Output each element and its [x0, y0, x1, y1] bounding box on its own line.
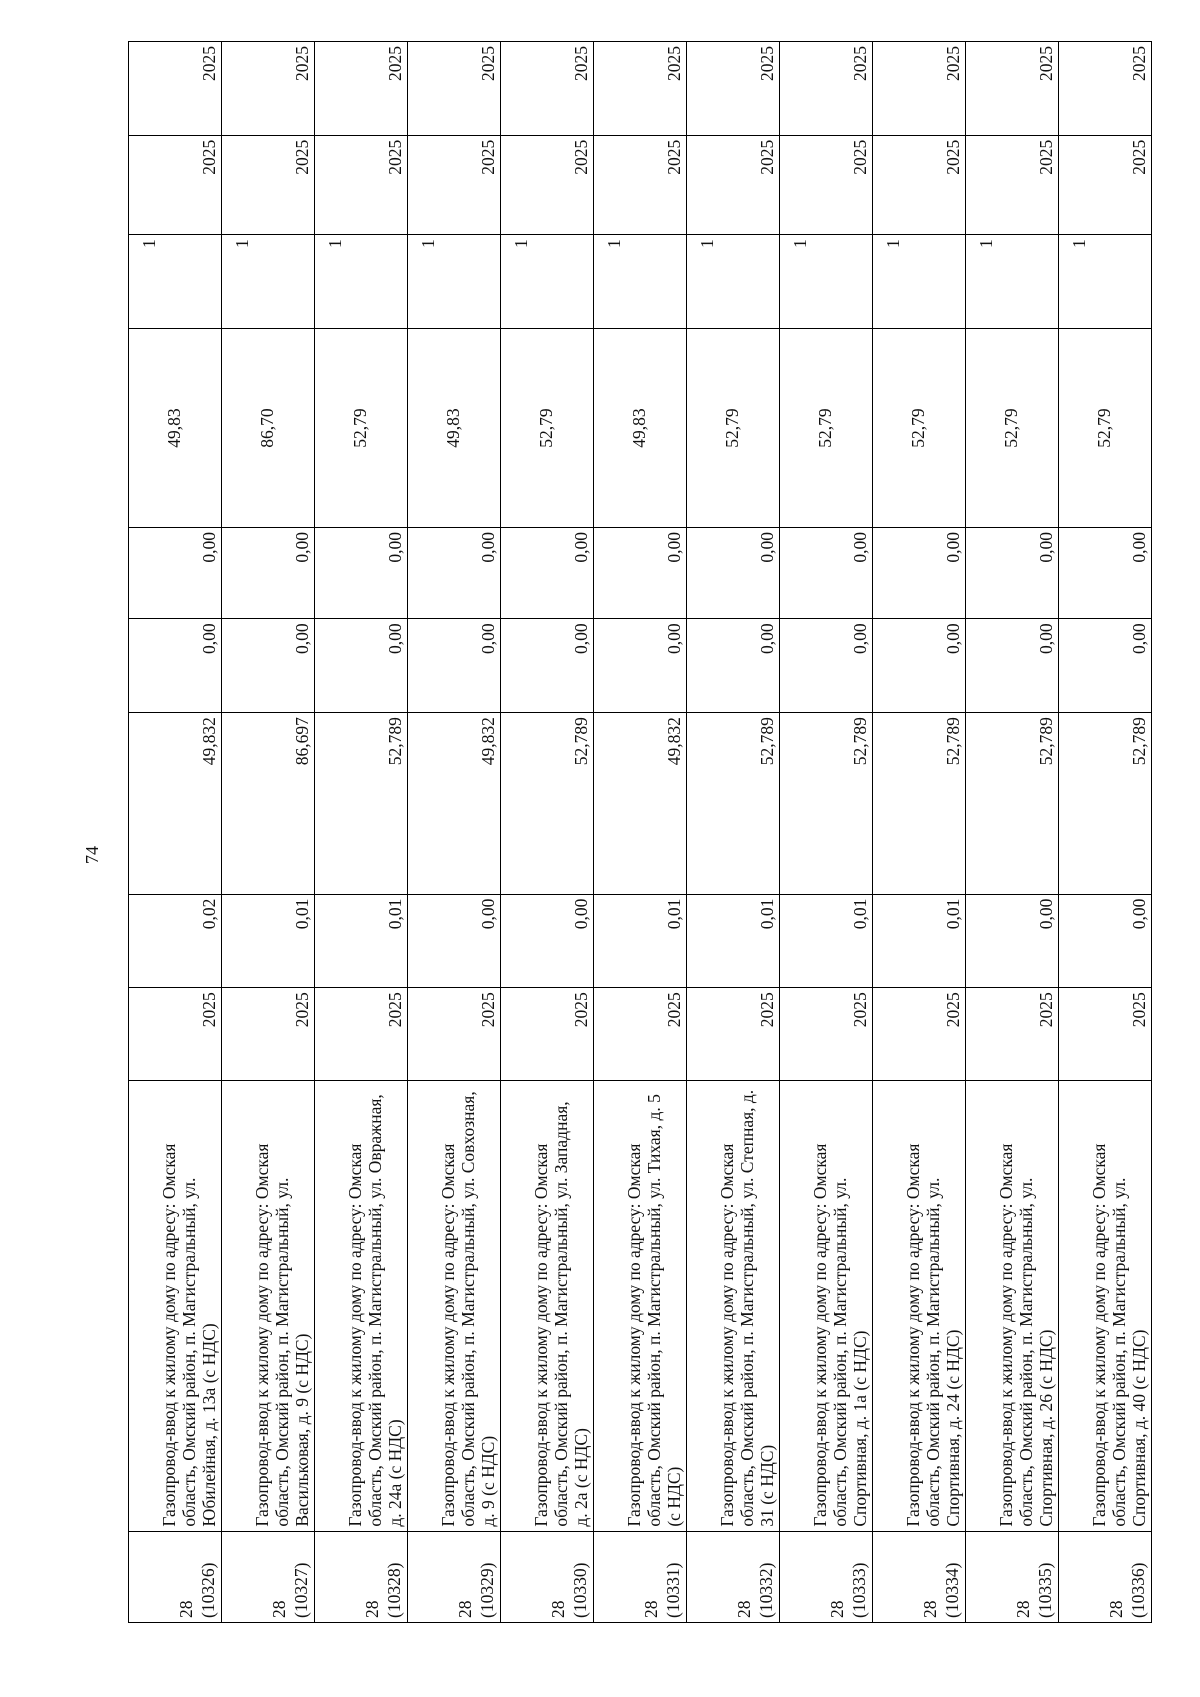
description-cell: Газопровод-ввод к жилому дому по адресу: Омская область, Омский район, п. Магистральный, ул. Совхозная, д. 9 (с НДС): [408, 1080, 501, 1531]
description-cell: Газопровод-ввод к жилому дому по адресу: Омская область, Омский район, п. Магистральный, ул. Спортивная, д. 1а (с НДС): [780, 1080, 873, 1531]
end-year-cell: 2025: [966, 42, 1059, 136]
row-index-number: 28: [455, 1600, 475, 1618]
value-cell-3: 0,00: [873, 619, 966, 713]
value-cell-1: 0,00: [966, 894, 1059, 988]
table-row: [1059, 42, 1152, 1623]
value-cell-3: 0,00: [408, 619, 501, 713]
row-index-number: 28: [734, 1600, 754, 1618]
year-cell: 2025: [408, 988, 501, 1081]
value-cell-1: 0,01: [687, 894, 780, 988]
start-year-cell: 2025: [222, 135, 315, 235]
table-row: [594, 42, 687, 1623]
value-cell-5: 52,79: [687, 328, 780, 527]
value-cell-4: 0,00: [222, 528, 315, 619]
start-year-cell: 2025: [780, 135, 873, 235]
count-cell: 1: [222, 235, 315, 329]
value-cell-2: 86,697: [222, 713, 315, 895]
row-index-number: 28: [269, 1600, 289, 1618]
count-cell: 1: [780, 235, 873, 329]
value-cell-1: 0,00: [501, 894, 594, 988]
row-index-cell: [687, 1531, 780, 1622]
table-row: [966, 42, 1059, 1623]
count-cell: 1: [873, 235, 966, 329]
value-cell-1: 0,01: [873, 894, 966, 988]
table-row: [873, 42, 966, 1623]
row-index-cell: [501, 1531, 594, 1622]
count-cell: 1: [315, 235, 408, 329]
row-index-code: (10336): [1128, 1562, 1148, 1618]
value-cell-1: 0,01: [780, 894, 873, 988]
value-cell-4: 0,00: [966, 528, 1059, 619]
row-index-code: (10328): [384, 1562, 404, 1618]
end-year-cell: 2025: [129, 42, 222, 136]
table-row: [222, 42, 315, 1623]
value-cell-3: 0,00: [594, 619, 687, 713]
value-cell-2: 52,789: [687, 713, 780, 895]
value-cell-3: 0,00: [687, 619, 780, 713]
page-number: 74: [82, 846, 102, 864]
start-year-cell: 2025: [315, 135, 408, 235]
year-cell: 2025: [1059, 988, 1152, 1081]
row-index-number: 28: [641, 1600, 661, 1618]
row-index-number: 28: [176, 1600, 196, 1618]
row-index-code: (10332): [756, 1562, 776, 1618]
value-cell-4: 0,00: [1059, 528, 1152, 619]
year-cell: 2025: [687, 988, 780, 1081]
start-year-cell: 2025: [1059, 135, 1152, 235]
count-cell: 1: [129, 235, 222, 329]
value-cell-2: 52,789: [966, 713, 1059, 895]
row-index-cell: [1059, 1531, 1152, 1622]
row-index-cell: [408, 1531, 501, 1622]
row-index-cell: [129, 1531, 222, 1622]
value-cell-5: 52,79: [1059, 328, 1152, 527]
value-cell-3: 0,00: [129, 619, 222, 713]
value-cell-5: 49,83: [594, 328, 687, 527]
end-year-cell: 2025: [780, 42, 873, 136]
row-index-code: (10326): [198, 1562, 218, 1618]
year-cell: 2025: [780, 988, 873, 1081]
row-index-number: 28: [920, 1600, 940, 1618]
value-cell-4: 0,00: [501, 528, 594, 619]
row-index-code: (10331): [663, 1562, 683, 1618]
start-year-cell: 2025: [129, 135, 222, 235]
value-cell-4: 0,00: [315, 528, 408, 619]
year-cell: 2025: [501, 988, 594, 1081]
end-year-cell: 2025: [687, 42, 780, 136]
year-cell: 2025: [966, 988, 1059, 1081]
year-cell: 2025: [315, 988, 408, 1081]
year-cell: 2025: [222, 988, 315, 1081]
value-cell-5: 52,79: [315, 328, 408, 527]
description-cell: Газопровод-ввод к жилому дому по адресу: Омская область, Омский район, п. Магистральный, ул. Спортивная, д. 40 (с НДС): [1059, 1080, 1152, 1531]
start-year-cell: 2025: [687, 135, 780, 235]
row-index-number: 28: [827, 1600, 847, 1618]
start-year-cell: 2025: [501, 135, 594, 235]
value-cell-2: 49,832: [408, 713, 501, 895]
end-year-cell: 2025: [1059, 42, 1152, 136]
value-cell-2: 52,789: [1059, 713, 1152, 895]
table-row: [408, 42, 501, 1623]
value-cell-1: 0,02: [129, 894, 222, 988]
start-year-cell: 2025: [408, 135, 501, 235]
value-cell-3: 0,00: [501, 619, 594, 713]
value-cell-1: 0,00: [1059, 894, 1152, 988]
value-cell-5: 86,70: [222, 328, 315, 527]
value-cell-4: 0,00: [408, 528, 501, 619]
value-cell-4: 0,00: [129, 528, 222, 619]
end-year-cell: 2025: [501, 42, 594, 136]
count-cell: 1: [408, 235, 501, 329]
count-cell: 1: [966, 235, 1059, 329]
value-cell-1: 0,01: [315, 894, 408, 988]
value-cell-2: 52,789: [780, 713, 873, 895]
table-row: [315, 42, 408, 1623]
table-body: [129, 42, 1152, 1623]
description-cell: Газопровод-ввод к жилому дому по адресу: Омская область, Омский район, п. Магистральный, ул. Тихая, д. 5 (с НДС): [594, 1080, 687, 1531]
end-year-cell: 2025: [222, 42, 315, 136]
end-year-cell: 2025: [594, 42, 687, 136]
value-cell-3: 0,00: [222, 619, 315, 713]
start-year-cell: 2025: [594, 135, 687, 235]
row-index-code: (10327): [291, 1562, 311, 1618]
description-cell: Газопровод-ввод к жилому дому по адресу: Омская область, Омский район, п. Магистральный, ул. Степная, д. 31 (с НДС): [687, 1080, 780, 1531]
end-year-cell: 2025: [873, 42, 966, 136]
start-year-cell: 2025: [966, 135, 1059, 235]
table-row: [129, 42, 222, 1623]
description-cell: Газопровод-ввод к жилому дому по адресу: Омская область, Омский район, п. Магистральный, ул. Овражная, д. 24а (с НДС): [315, 1080, 408, 1531]
value-cell-5: 52,79: [873, 328, 966, 527]
row-index-number: 28: [548, 1600, 568, 1618]
table-row: [687, 42, 780, 1623]
row-index-code: (10333): [849, 1562, 869, 1618]
value-cell-3: 0,00: [315, 619, 408, 713]
value-cell-2: 52,789: [501, 713, 594, 895]
row-index-code: (10335): [1035, 1562, 1055, 1618]
description-cell: Газопровод-ввод к жилому дому по адресу: Омская область, Омский район, п. Магистральный, ул. Спортивная, д. 24 (с НДС): [873, 1080, 966, 1531]
description-cell: Газопровод-ввод к жилому дому по адресу: Омская область, Омский район, п. Магистральный, ул. Юбилейная, д. 13а (с НДС): [129, 1080, 222, 1531]
end-year-cell: 2025: [315, 42, 408, 136]
value-cell-4: 0,00: [780, 528, 873, 619]
row-index-code: (10334): [942, 1562, 962, 1618]
row-index-number: 28: [362, 1600, 382, 1618]
year-cell: 2025: [873, 988, 966, 1081]
count-cell: 1: [1059, 235, 1152, 329]
value-cell-4: 0,00: [687, 528, 780, 619]
start-year-cell: 2025: [873, 135, 966, 235]
row-index-cell: [594, 1531, 687, 1622]
value-cell-3: 0,00: [780, 619, 873, 713]
row-index-code: (10329): [477, 1562, 497, 1618]
investment-table: [128, 41, 1149, 1623]
row-index-cell: [315, 1531, 408, 1622]
description-cell: Газопровод-ввод к жилому дому по адресу: Омская область, Омский район, п. Магистральный, ул. Васильковая, д. 9 (с НДС): [222, 1080, 315, 1531]
end-year-cell: 2025: [408, 42, 501, 136]
value-cell-5: 52,79: [501, 328, 594, 527]
value-cell-5: 49,83: [408, 328, 501, 527]
value-cell-2: 49,832: [594, 713, 687, 895]
count-cell: 1: [501, 235, 594, 329]
description-cell: Газопровод-ввод к жилому дому по адресу: Омская область, Омский район, п. Магистральный, ул. Западная, д. 2а (с НДС): [501, 1080, 594, 1531]
row-index-code: (10330): [570, 1562, 590, 1618]
row-index-cell: [222, 1531, 315, 1622]
value-cell-2: 49,832: [129, 713, 222, 895]
value-cell-3: 0,00: [1059, 619, 1152, 713]
row-index-cell: [780, 1531, 873, 1622]
value-cell-4: 0,00: [873, 528, 966, 619]
value-cell-1: 0,01: [222, 894, 315, 988]
row-index-number: 28: [1013, 1600, 1033, 1618]
row-index-cell: [966, 1531, 1059, 1622]
value-cell-4: 0,00: [594, 528, 687, 619]
value-cell-5: 49,83: [129, 328, 222, 527]
value-cell-2: 52,789: [873, 713, 966, 895]
year-cell: 2025: [594, 988, 687, 1081]
description-cell: Газопровод-ввод к жилому дому по адресу: Омская область, Омский район, п. Магистральный, ул. Спортивная, д. 26 (с НДС): [966, 1080, 1059, 1531]
value-cell-3: 0,00: [966, 619, 1059, 713]
value-cell-2: 52,789: [315, 713, 408, 895]
value-cell-1: 0,00: [408, 894, 501, 988]
row-index-number: 28: [1106, 1600, 1126, 1618]
table-row: [780, 42, 873, 1623]
year-cell: 2025: [129, 988, 222, 1081]
value-cell-5: 52,79: [966, 328, 1059, 527]
row-index-cell: [873, 1531, 966, 1622]
value-cell-5: 52,79: [780, 328, 873, 527]
count-cell: 1: [594, 235, 687, 329]
count-cell: 1: [687, 235, 780, 329]
value-cell-1: 0,01: [594, 894, 687, 988]
table-row: [501, 42, 594, 1623]
